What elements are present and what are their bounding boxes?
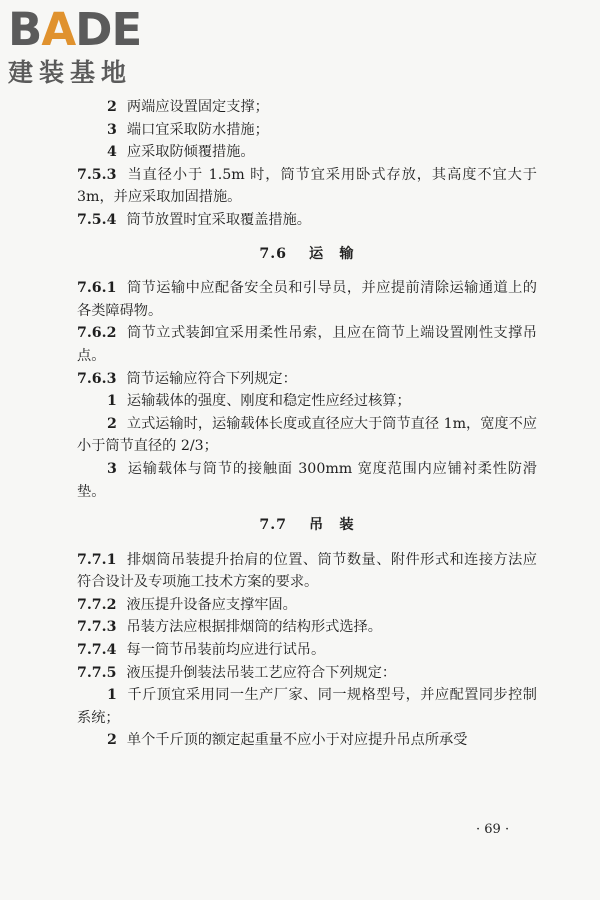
clause	[77, 594, 537, 617]
clause-text: 液压提升设备应支撑牢固。	[126, 596, 297, 613]
clause	[77, 322, 537, 367]
clause-number: 7.7.4	[77, 642, 117, 659]
clause	[77, 368, 537, 391]
clause-text: 当直径小于 1.5m 时，筒节宜采用卧式存放，其高度不宜大于 3m，并应采取加固措施。	[77, 166, 537, 206]
clause-text: 筒节放置时宜采取覆盖措施。	[126, 211, 311, 228]
clause	[77, 616, 537, 639]
sub-item	[77, 141, 537, 164]
sub-item	[77, 119, 537, 142]
sub-item	[77, 729, 537, 752]
logo-wordmark: BADE	[8, 3, 142, 56]
document-body	[77, 96, 537, 752]
sub-item	[77, 413, 537, 458]
sub-item	[77, 458, 537, 503]
section-number: 7.6	[259, 245, 288, 262]
sub-item-text: 运输载体与筒节的接触面 300mm 宽度范围内应铺衬柔性防滑垫。	[77, 460, 537, 500]
clause	[77, 549, 537, 594]
sub-item-text: 立式运输时，运输载体长度或直径应大于筒节直径 1m，宽度不应小于筒节直径的 2/3；	[77, 415, 537, 455]
sub-item-text: 单个千斤顶的额定起重量不应小于对应提升吊点所承受	[126, 732, 468, 749]
bade-logo	[6, 4, 176, 90]
clause-text: 筒节运输中应配备安全员和引导员，并应提前清除运输通道上的各类障碍物。	[77, 280, 537, 319]
sub-item-text: 应采取防倾覆措施。	[126, 144, 255, 161]
sub-item-number: 2	[107, 99, 117, 115]
sub-item-number: 3	[107, 460, 117, 477]
clause	[77, 209, 537, 232]
clause-text: 液压提升倒装法吊装工艺应符合下列规定：	[126, 664, 397, 681]
sub-item-number: 4	[107, 144, 117, 161]
clause-number: 7.7.2	[77, 596, 117, 613]
clause	[77, 639, 537, 662]
clause-number: 7.7.5	[77, 664, 117, 681]
clause-number: 7.7.3	[77, 619, 117, 636]
sub-item-number: 2	[107, 732, 117, 749]
sub-item-number: 1	[107, 393, 117, 410]
sub-item-text: 千斤顶宜采用同一生产厂家、同一规格型号，并应配置同步控制系统；	[77, 687, 537, 726]
clause	[77, 277, 537, 322]
sub-item-text: 两端应设置固定支撑；	[126, 99, 269, 115]
clause-number: 7.6.2	[77, 325, 117, 342]
sub-item-number: 1	[107, 687, 117, 704]
clause-text: 每一筒节吊装前均应进行试吊。	[126, 642, 326, 659]
clause-text: 筒节立式装卸宜采用柔性吊索，且应在筒节上端设置刚性支撑吊点。	[77, 325, 537, 364]
sub-item-text: 端口宜采取防水措施；	[126, 121, 269, 138]
sub-item-number: 2	[107, 415, 117, 432]
page-number: · 69 ·	[476, 822, 510, 837]
sub-item	[77, 96, 537, 119]
sub-item-number: 3	[107, 121, 117, 138]
clause-number: 7.6.3	[77, 370, 117, 387]
section-heading	[77, 243, 537, 266]
clause-number: 7.7.1	[77, 551, 117, 568]
clause-number: 7.5.4	[77, 211, 117, 228]
section-number: 7.7	[259, 517, 288, 534]
section-heading	[77, 514, 537, 537]
sub-item	[77, 390, 537, 413]
section-title: 运 输	[309, 245, 355, 262]
sub-item-text: 运输载体的强度、刚度和稳定性应经过核算；	[126, 393, 411, 410]
clause	[77, 164, 537, 209]
clause-text: 吊装方法应根据排烟筒的结构形式选择。	[126, 619, 382, 636]
logo-chinese-text: 建装基地	[8, 58, 133, 87]
clause-text: 筒节运输应符合下列规定：	[126, 370, 297, 387]
sub-item	[77, 684, 537, 729]
section-title: 吊 装	[309, 517, 355, 534]
clause-number: 7.6.1	[77, 280, 117, 297]
clause	[77, 662, 537, 685]
clause-text: 排烟筒吊装提升抬肩的位置、筒节数量、附件形式和连接方法应符合设计及专项施工技术方案的要求。	[77, 551, 537, 591]
clause-number: 7.5.3	[77, 166, 117, 183]
